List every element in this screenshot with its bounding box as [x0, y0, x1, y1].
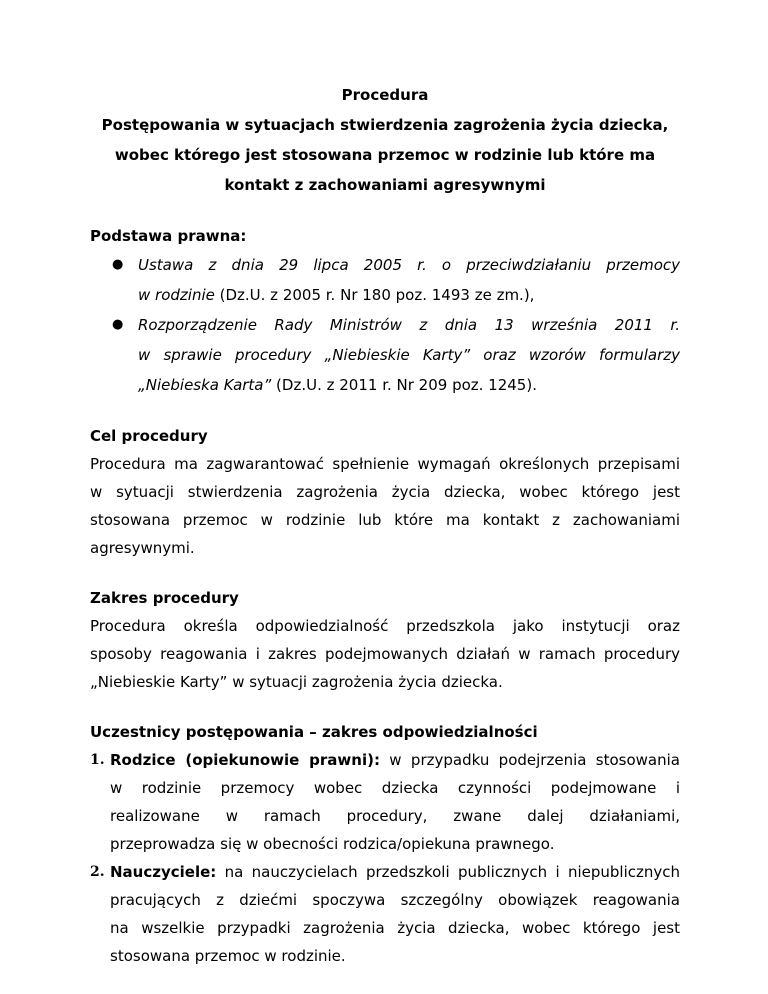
title-line-2: Postępowania w sytuacjach stwierdzenia zagrożenia życia dziecka, — [101, 116, 669, 134]
participants-list — [90, 746, 680, 970]
item-number: 1. — [90, 752, 105, 768]
scope-line: Procedura określa odpowiedzialność przedszkola jako instytucji oraz — [90, 617, 680, 635]
legal-basis-heading: Podstawa prawna: — [90, 227, 247, 245]
participants-heading: Uczestnicy postępowania – zakres odpowiedzialności — [90, 723, 538, 741]
participant-text: stosowana przemoc w rodzinie. — [110, 947, 346, 965]
legal-basis-item — [90, 310, 680, 400]
goal-line: w sytuacji stwierdzenia zagrożenia życia dziecka, wobec którego jest — [90, 483, 680, 501]
scope-heading: Zakres procedury — [90, 589, 239, 607]
scope-paragraph — [90, 612, 680, 696]
goal-line: Procedura ma zagwarantować spełnienie wymagań określonych przepisami — [90, 455, 680, 473]
participant-text: realizowane w ramach procedury, zwane dalej działaniami, — [110, 807, 680, 825]
item-number: 2. — [90, 864, 105, 880]
title-line-1: Procedura — [341, 86, 429, 104]
title-line-3: wobec którego jest stosowana przemoc w rodzinie lub które ma — [114, 146, 656, 164]
participant-text: przeprowadza się w obecności rodzica/opiekuna prawnego. — [110, 835, 555, 853]
participant-text: w przypadku podejrzenia stosowania — [379, 751, 680, 769]
participant-item — [90, 858, 680, 970]
participant-role: Nauczyciele: — [110, 863, 217, 881]
legal-act-title-line: Rozporządzenie Rady Ministrów z dnia 13 września 2011 r. — [138, 316, 680, 334]
document-page — [90, 80, 680, 970]
legal-act-title-line: Ustawa z dnia 29 lipca 2005 r. o przeciwdziałaniu przemocy — [138, 256, 680, 274]
participant-text: w rodzinie przemocy wobec dziecka czynności podejmowane i — [110, 779, 680, 797]
title-line-4: kontakt z zachowaniami agresywnymi — [224, 176, 546, 194]
legal-act-title-line: w sprawie procedury „Niebieskie Karty” oraz wzorów formularzy — [138, 346, 680, 364]
scope-line: „Niebieskie Karty” w sytuacji zagrożenia życia dziecka. — [90, 673, 503, 691]
bullet-icon: ● — [112, 317, 124, 332]
participant-text: na wszelkie przypadki zagrożenia życia dziecka, wobec którego jest — [110, 919, 680, 937]
participant-item — [90, 746, 680, 858]
legal-act-reference: (Dz.U. z 2011 r. Nr 209 poz. 1245). — [271, 376, 537, 394]
goal-paragraph — [90, 450, 680, 562]
participant-text: pracujących z dziećmi spoczywa szczególny obowiązek reagowania — [110, 891, 680, 909]
legal-act-reference: (Dz.U. z 2005 r. Nr 180 poz. 1493 ze zm.), — [214, 286, 535, 304]
legal-basis-list — [90, 250, 680, 400]
legal-act-title-line: w rodzinie — [138, 286, 215, 304]
participant-text: na nauczycielach przedszkoli publicznych i niepublicznych — [216, 863, 680, 881]
legal-basis-item — [90, 250, 680, 310]
participant-role: Rodzice (opiekunowie prawni): — [110, 751, 380, 769]
scope-line: sposoby reagowania i zakres podejmowanych działań w ramach procedury — [90, 645, 680, 663]
bullet-icon: ● — [112, 257, 124, 272]
goal-line: stosowana przemoc w rodzinie lub które ma kontakt z zachowaniami — [90, 511, 680, 529]
document-title — [90, 80, 680, 200]
legal-act-title-line: „Niebieska Karta” — [138, 376, 272, 394]
goal-line: agresywnymi. — [90, 539, 195, 557]
goal-heading: Cel procedury — [90, 427, 208, 445]
